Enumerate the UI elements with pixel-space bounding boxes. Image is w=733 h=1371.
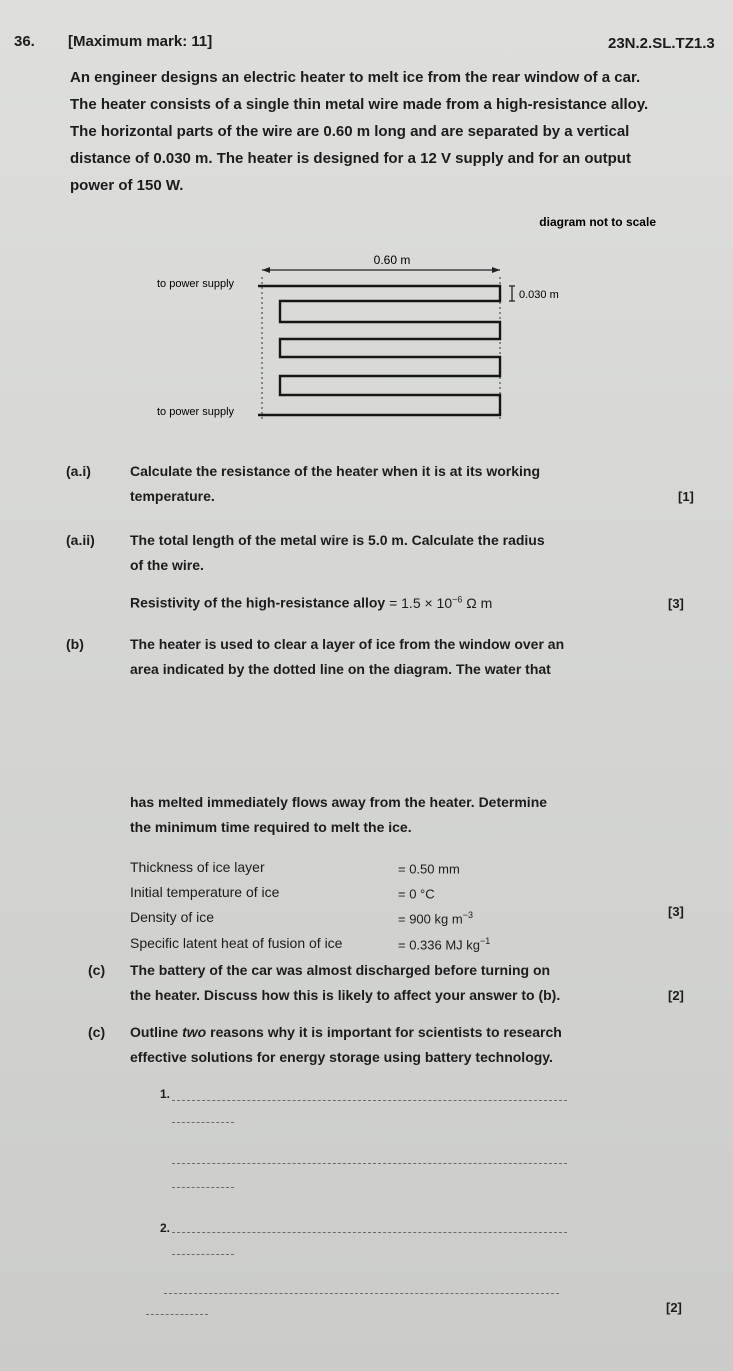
heater-diagram (0, 200, 733, 430)
width-label: 0.60 m (373, 253, 411, 267)
part-c2-line-2: effective solutions for energy storage using battery technology. (130, 1049, 553, 1065)
gap-label: 0.030 m (519, 289, 559, 301)
part-aii-line-1: The total length of the metal wire is 5.0 m. Calculate the radius (130, 532, 545, 548)
part-aii-marks: [3] (668, 596, 684, 611)
part-ai-line-2: temperature. (130, 488, 215, 504)
heater-wire (258, 286, 500, 415)
question-code: 23N.2.SL.TZ1.3 (608, 35, 715, 52)
answer-line-1b[interactable] (172, 1122, 234, 1123)
width-arrow-left (262, 267, 270, 273)
part-ai-line-1: Calculate the resistance of the heater when it is at its working (130, 463, 540, 479)
part-aii-line-2: of the wire. (130, 557, 204, 573)
part-b-line-2: area indicated by the dotted line on the diagram. The water that (130, 661, 551, 677)
answer-number-2: 2. (160, 1221, 171, 1235)
part-c1-marks: [2] (668, 988, 684, 1003)
part-b-line-3: has melted immediately flows away from the heater. Determine (130, 794, 548, 810)
part-ai-label: (a.i) (66, 463, 91, 479)
resistivity-label: Resistivity of the high-resistance alloy (130, 594, 386, 611)
answer-line-2c[interactable] (164, 1293, 559, 1294)
ice-thickness-value: = 0.50 mm (398, 861, 460, 877)
question-number: 36. (14, 33, 35, 50)
part-c1-label: (c) (88, 962, 106, 978)
latent-heat-value: = 0.336 MJ $kg^{-1}$ (398, 936, 491, 953)
ice-thickness-label: Thickness of ice layer (130, 859, 265, 875)
supply-label-top: to power supply (157, 278, 235, 290)
answer-number-1: 1. (160, 1087, 171, 1101)
latent-heat-label: Specific latent heat of fusion of ice (130, 935, 343, 951)
answer-line-2d[interactable] (146, 1314, 208, 1315)
resistivity-row (130, 594, 492, 611)
part-b-marks: [3] (668, 904, 684, 919)
width-arrow-right (492, 267, 500, 273)
answer-line-2b[interactable] (172, 1254, 234, 1255)
maximum-mark: [Maximum mark: 11] (68, 33, 213, 50)
intro-line-3: The horizontal parts of the wire are 0.60 m long and are separated by a vertical (70, 123, 630, 140)
ice-temperature-label: Initial temperature of ice (130, 884, 280, 900)
intro-line-1: An engineer designs an electric heater to melt ice from the rear window of a car. (70, 69, 641, 86)
resistivity-value: = $1.5 \times 10^{-6}$ Ω m (389, 594, 493, 611)
part-b-line-4: the minimum time required to melt the ice. (130, 819, 412, 835)
part-b-line-1: The heater is used to clear a layer of ice from the window over an (130, 636, 565, 652)
part-c1-line-1: The battery of the car was almost discharged before turning on (130, 962, 551, 978)
ice-density-value: = 900 kg $m^{-3}$ (398, 910, 473, 927)
part-c1-line-2: the heater. Discuss how this is likely to affect your answer to (b). (130, 987, 561, 1003)
supply-label-bottom: to power supply (157, 406, 235, 418)
intro-line-2: The heater consists of a single thin metal wire made from a high-resistance alloy. (70, 96, 649, 113)
part-ai-marks: [1] (678, 489, 694, 504)
answer-line-2a[interactable] (172, 1232, 567, 1233)
answer-line-1a[interactable] (172, 1100, 567, 1101)
answer-line-1c[interactable] (172, 1163, 567, 1164)
part-aii-label: (a.ii) (66, 532, 95, 548)
intro-line-5: power of 150 W. (70, 177, 184, 194)
part-b-label: (b) (66, 636, 84, 652)
answer-line-1d[interactable] (172, 1187, 234, 1188)
intro-line-4: distance of 0.030 m. The heater is designed for a 12 V supply and for an output (70, 150, 631, 167)
diagram-note: diagram not to scale (539, 215, 656, 229)
ice-density-label: Density of ice (130, 909, 215, 925)
part-c2-line-1: Outline two reasons why it is important for scientists to research (130, 1024, 562, 1040)
part-c2-label: (c) (88, 1024, 106, 1040)
part-c2-marks: [2] (666, 1300, 682, 1315)
ice-temperature-value: = 0 °C (398, 886, 435, 902)
